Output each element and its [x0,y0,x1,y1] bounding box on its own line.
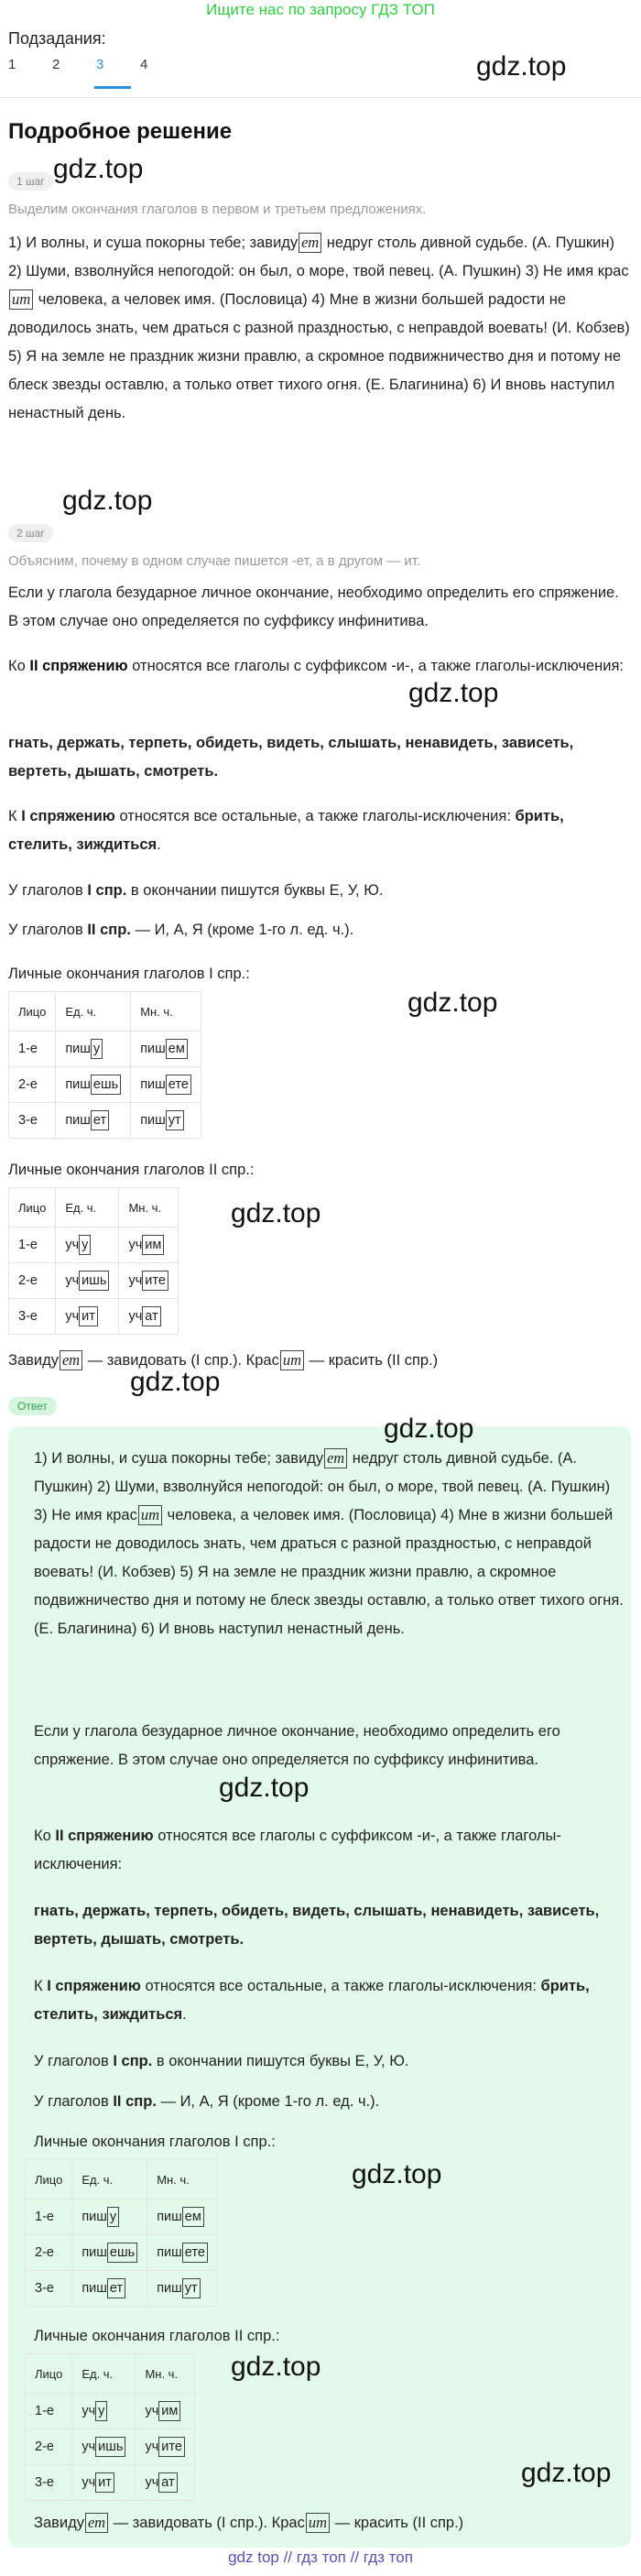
step-hint: Выделим окончания глаголов в первом и третьем предложениях. [8,202,427,217]
watermark: gdz.top [407,988,498,1018]
watermark: gdz.top [408,678,499,708]
table1-caption: Личные окончания глаголов I спр.: [8,966,250,982]
answer-table1-caption: Личные окончания глаголов I спр.: [34,2134,276,2150]
answer-table2-caption: Личные окончания глаголов II спр.: [34,2328,280,2344]
answer-rule-p2: Если у глагола безударное личное окончание, необходимо определить его спряжение. В этом случае оно определяется по суффиксу инфинитива. [34,1723,560,1768]
answer-sentences: 1) И волны, и суша покорны тебе; завиду ет недруг столь дивной судьбе. (А. Пушкин) 2) Шуми, взволнуйся непогодой: он был, о море, твой певец. (А. Пушкин) 3) Не имя крас ит человека, а человек имя. (Пословица) 4) Мне в жизни большей радости не доводилось знать, чем драться с разной праздностью, с неправдой воевать! (И. Кобзев) 5) Я на земле не праздник жизни правлю, а скромное подвижничество дня и потому не блеск звезды оставлю, а только ответ тихого огня. (Е. Благинина) 6) И вновь наступил ненастный день. [34,1449,624,1637]
watermark: gdz.top [219,1773,310,1803]
answer-rule-p3: Ко II спряжению относятся все глаголы с суффиксом -и-, а также глаголы-исключения: [34,1828,561,1872]
table2-caption: Личные окончания глаголов II спр.: [8,1162,255,1178]
answer-rule-p7: У глаголов II спр. — И, А, Я (кроме 1-го л. ед. ч.). [34,2093,380,2110]
tab-1[interactable]: 1 [8,57,16,72]
watermark: gdz.top [521,2458,612,2488]
watermark: gdz.top [352,2159,442,2189]
sentences-text: 1) И волны, и суша покорны тебе; завиду ет недруг столь дивной судьбе. (А. Пушкин) 2) Шуми, взволнуйся непогодой: он был, о море, твой певец. (А. Пушкин) 3) Не имя красит человека, а человек имя. (Пословица) 4) Мне в жизни большей радости не доводилось знать, чем драться с разной праздностью, с неправдой воевать! (И. Кобзев) 5) Я на земле не праздник жизни правлю, а скромное подвижничество дня и потому не блеск звезды оставлю, а только ответ тихого огня. (Е. Благинина) 6) И вновь наступил ненастный день. [8,234,630,421]
table-row: 3-е пиш ет пиш ут [9,1103,201,1139]
table-row: 2-е уч ишь уч ите [9,1263,179,1299]
table-conj-1: Лицо Ед. ч. Мн. ч. 1-е пиш у пиш ем 2-е пиш ешь пиш ете 3-е пиш ет пиш ут [8,991,201,1139]
divider [0,97,641,98]
ending-box: ет [299,233,321,253]
ending-box: ит [9,289,33,310]
table-row: 2-е пиш ешь пиш ете [26,2235,218,2271]
answer-table-conj-2: Лицо Ед. ч. Мн. ч. 1-е уч у уч им 2-е уч ишь уч ите 3-е уч ит уч ат [25,2353,195,2501]
answer-rule-p6: У глаголов I спр. в окончании пишутся буквы Е, У, Ю. [34,2053,409,2069]
step-badge: 1 шаг [8,172,53,191]
watermark: gdz.top [231,2352,321,2382]
watermark: gdz.top [62,486,153,516]
watermark: gdz.top [476,51,567,82]
watermark: gdz.top [231,1198,321,1228]
table-conj-2: Лицо Ед. ч. Мн. ч. 1-е уч у уч им 2-е уч ишь уч ите 3-е уч ит уч ат [8,1187,179,1335]
final-line: Завиду ет — завидовать (I спр.). Крас ит — красить (II спр.) [8,1351,439,1369]
tab-3[interactable]: 3 [96,57,104,72]
answer-panel [8,1414,631,2548]
rule-p7: У глаголов II спр. — И, А, Я (кроме 1-го л. ед. ч.). [8,922,354,938]
tab-2[interactable]: 2 [52,57,60,72]
watermark: gdz.top [384,1414,474,1444]
step-badge: 2 шаг [8,524,53,542]
answer-rule-p5: К I спряжению относятся все остальные, а также глаголы-исключения: брить, стелить, зиждиться. [34,1978,590,2023]
rule-p6: У глаголов I спр. в окончании пишутся буквы Е, У, Ю. [8,882,384,899]
table-row: 1-е уч у уч им [26,2394,195,2429]
table-row: 3-е уч ит уч ат [26,2465,195,2501]
answer-final-line: Завиду ет — завидовать (I спр.). Крас ит — красить (II спр.) [34,2514,464,2531]
watermark: gdz.top [53,154,144,184]
search-banner[interactable]: Ищите нас по запросу ГДЗ ТОП [206,1,435,18]
active-tab-indicator [94,86,131,89]
tab-4[interactable]: 4 [140,57,148,72]
answer-badge: Ответ [8,1397,57,1415]
answer-exceptions-ii: гнать, держать, терпеть, обидеть, видеть, слышать, ненавидеть, зависеть, вертеть, дышать, смотреть. [34,1903,600,1948]
rule-p3: Ко II спряжению относятся все глаголы с суффиксом -и-, а также глаголы-исключения: [8,658,624,674]
page-title: Подробное решение [8,119,233,144]
watermark: gdz.top [130,1367,221,1397]
table-row: 2-е уч ишь уч ите [26,2429,195,2465]
rule-p5: К I спряжению относятся все остальные, а также глаголы-исключения: брить, стелить, зиждиться. [8,808,564,853]
table-row: 3-е уч ит уч ат [9,1299,179,1335]
rule-exceptions-ii: гнать, держать, терпеть, обидеть, видеть, слышать, ненавидеть, зависеть, вертеть, дышать, смотреть. [8,735,574,780]
table-row: 1-е пиш у пиш ем [26,2199,218,2235]
table-row: 1-е уч у уч им [9,1228,179,1263]
subtask-tabs [8,57,184,82]
subtasks-label: Подзадания: [8,29,106,48]
footer-links[interactable]: gdz top // гдз топ // гдз топ [228,2549,413,2566]
table-row: 2-е пиш ешь пиш ете [9,1067,201,1103]
rule-p2: Если у глагола безударное личное окончание, необходимо определить его спряжение. В этом случае оно определяется по суффиксу инфинитива. [8,584,619,629]
table-row: 3-е пиш ет пиш ут [26,2271,218,2307]
step-hint: Объясним, почему в одном случае пишется -ет, а в другом — ит. [8,553,421,569]
answer-table-conj-1: Лицо Ед. ч. Мн. ч. 1-е пиш у пиш ем 2-е пиш ешь пиш ете 3-е пиш ет пиш ут [25,2159,218,2307]
table-row: 1-е пиш у пиш ем [9,1031,201,1067]
